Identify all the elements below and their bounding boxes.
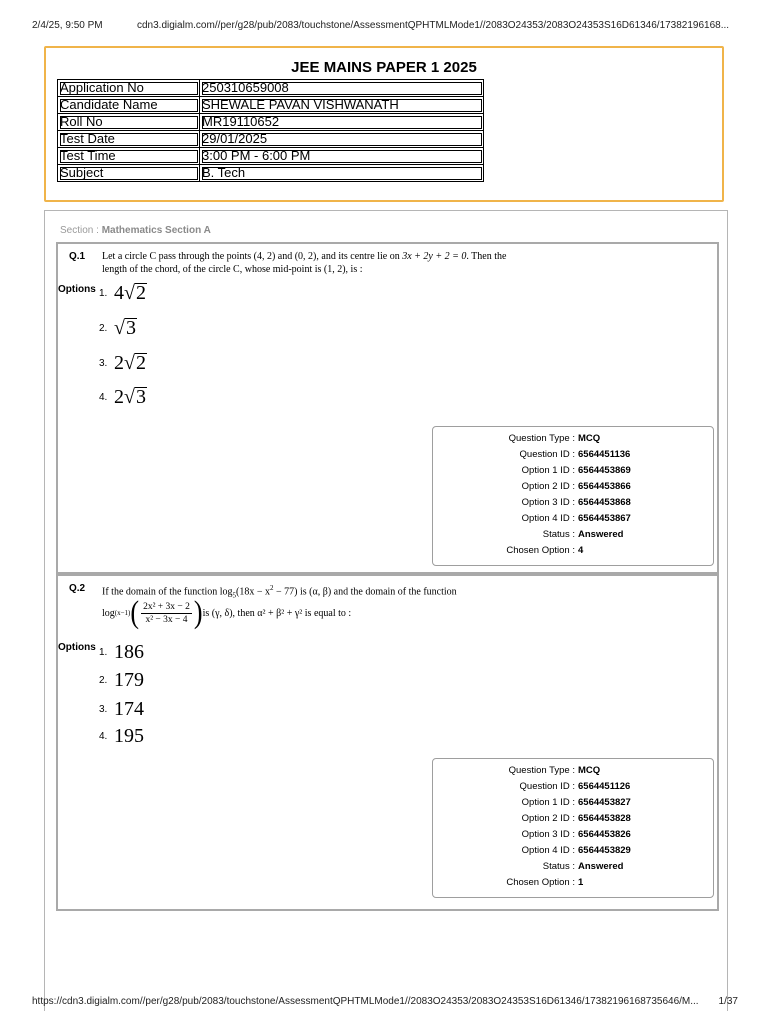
meta-label: Option 4 ID :	[521, 845, 575, 856]
option-number: 4.	[99, 731, 108, 742]
meta-label: Status :	[542, 529, 575, 540]
fraction-numerator: 2x² + 3x − 2	[143, 601, 190, 612]
meta-value: 6564453869	[578, 465, 631, 476]
page-number: 1/37	[718, 996, 738, 1007]
option-number: 4.	[99, 392, 108, 403]
question-text-part: is (γ, δ), then α² + β² + γ² is equal to :	[202, 607, 352, 619]
question-text-part: − 77)	[273, 586, 298, 598]
table-row	[58, 131, 484, 148]
options-label: Options	[58, 284, 96, 295]
question-card	[56, 242, 719, 574]
subject-label: Subject	[58, 165, 200, 182]
option-radicand: 3	[125, 317, 136, 339]
fraction-denominator: x² − 3x − 4	[145, 614, 188, 625]
meta-value: 6564453866	[578, 481, 631, 492]
meta-row	[433, 495, 713, 511]
option-value	[114, 386, 147, 409]
test-date-value: 29/01/2025	[200, 131, 484, 148]
question-text-part: Let a circle C pass through the points (4, 2) and (0, 2), and its centre lie on	[102, 251, 403, 262]
meta-row	[433, 875, 713, 891]
table-row	[58, 148, 484, 165]
question-meta-box	[432, 426, 714, 566]
sqrt-symbol: √3	[114, 317, 136, 339]
option-value: 174	[114, 698, 144, 720]
question-text	[102, 250, 542, 276]
meta-value: 1	[578, 877, 584, 888]
meta-row	[433, 479, 713, 495]
roll-no-value: MR19110652	[200, 114, 484, 131]
meta-value: Answered	[578, 861, 624, 872]
meta-value: MCQ	[578, 765, 601, 776]
meta-row	[433, 795, 713, 811]
option-radicand: 2	[135, 282, 146, 304]
meta-row	[433, 447, 713, 463]
meta-label: Option 2 ID :	[521, 481, 575, 492]
question-equation: 3x + 2y + 2 = 0	[402, 251, 467, 262]
test-date-label: Test Date	[58, 131, 200, 148]
candidate-info-panel	[44, 46, 724, 202]
option-value	[114, 317, 137, 340]
meta-label: Option 1 ID :	[521, 465, 575, 476]
meta-row	[433, 511, 713, 527]
option-number: 1.	[99, 647, 108, 658]
sqrt-symbol: √3	[124, 386, 146, 408]
meta-label: Question ID :	[519, 781, 575, 792]
meta-value: 6564451126	[578, 781, 631, 792]
question-text-part: If the domain of the function	[102, 586, 220, 598]
question-text-part: length of the chord, of the circle C, whose mid-point is (1, 2), is :	[102, 264, 363, 275]
meta-row	[433, 827, 713, 843]
paren-right: )	[193, 595, 203, 630]
question-text-line2	[102, 595, 352, 630]
table-row	[58, 165, 484, 182]
meta-label: Option 3 ID :	[521, 829, 575, 840]
print-footer	[0, 990, 768, 1024]
section-prefix: Section :	[60, 225, 99, 236]
print-timestamp: 2/4/25, 9:50 PM	[32, 20, 103, 31]
option-number: 3.	[99, 704, 108, 715]
meta-value: 6564453828	[578, 813, 631, 824]
option-number: 2.	[99, 323, 108, 334]
meta-value: 6564451136	[578, 449, 631, 460]
question-meta-box	[432, 758, 714, 898]
paper-title: JEE MAINS PAPER 1 2025	[291, 59, 477, 76]
option-value	[114, 282, 147, 305]
question-text-part: . Then the	[466, 251, 507, 262]
application-no-value: 250310659008	[200, 80, 484, 97]
sqrt-symbol: √2	[124, 352, 146, 374]
print-footer-url: https://cdn3.digialm.com//per/g28/pub/2083/touchstone/AssessmentQPHTMLMode1//2083O24353/2083O24353S16D61346/17382196168735646/M...	[32, 996, 699, 1007]
meta-label: Option 4 ID :	[521, 513, 575, 524]
question-text-part: 2	[270, 584, 274, 592]
question-paper-panel[interactable]	[44, 210, 728, 1011]
roll-no-label: Roll No	[58, 114, 200, 131]
meta-row	[433, 527, 713, 543]
meta-row	[433, 543, 713, 559]
meta-label: Option 3 ID :	[521, 497, 575, 508]
question-card	[56, 574, 719, 911]
meta-value: 4	[578, 545, 584, 556]
meta-value: MCQ	[578, 433, 601, 444]
meta-row	[433, 843, 713, 859]
option-number: 3.	[99, 358, 108, 369]
candidate-info-table	[57, 79, 484, 182]
meta-value: 6564453826	[578, 829, 631, 840]
meta-label: Question ID :	[519, 449, 575, 460]
print-url: cdn3.digialm.com//per/g28/pub/2083/touchstone/AssessmentQPHTMLMode1//2083O24353/2083O24353S16D61346/17382196168...	[137, 20, 730, 31]
meta-label: Chosen Option :	[506, 877, 575, 888]
table-row	[58, 114, 484, 131]
option-radicand: 3	[135, 386, 146, 408]
fraction	[141, 601, 192, 626]
question-text-part: log	[102, 607, 115, 619]
meta-value: 6564453867	[578, 513, 631, 524]
question-text-part: is (α, β) and the domain of the function	[297, 586, 457, 598]
print-header	[0, 0, 768, 40]
table-row	[58, 80, 484, 97]
option-coefficient: 2	[114, 352, 124, 374]
meta-label: Option 1 ID :	[521, 797, 575, 808]
option-number: 1.	[99, 288, 108, 299]
meta-row	[433, 811, 713, 827]
section-label	[60, 225, 211, 236]
application-no-label: Application No	[58, 80, 200, 97]
option-number: 2.	[99, 675, 108, 686]
test-time-value: 3:00 PM - 6:00 PM	[200, 148, 484, 165]
meta-value: Answered	[578, 529, 624, 540]
candidate-name-value: SHEWALE PAVAN VISHWANATH	[200, 97, 484, 114]
question-number: Q.2	[69, 583, 86, 594]
option-coefficient: 4	[114, 282, 124, 304]
section-name: Mathematics Section A	[101, 225, 211, 236]
option-value: 179	[114, 669, 144, 691]
meta-row	[433, 763, 713, 779]
subject-value: B. Tech	[200, 165, 484, 182]
meta-label: Question Type :	[508, 433, 575, 444]
question-text-part: 5	[232, 591, 237, 600]
options-label: Options	[58, 642, 96, 653]
meta-value: 6564453868	[578, 497, 631, 508]
meta-label: Status :	[542, 861, 575, 872]
table-row	[58, 97, 484, 114]
question-text-part: (18x − x	[236, 586, 271, 598]
test-time-label: Test Time	[58, 148, 200, 165]
meta-value: 6564453827	[578, 797, 631, 808]
sqrt-symbol: √2	[124, 282, 146, 304]
meta-label: Chosen Option :	[506, 545, 575, 556]
question-text-part: log	[219, 586, 233, 598]
meta-row	[433, 779, 713, 795]
meta-value: 6564453829	[578, 845, 631, 856]
option-value: 186	[114, 641, 144, 663]
meta-row	[433, 859, 713, 875]
meta-label: Option 2 ID :	[521, 813, 575, 824]
option-radicand: 2	[135, 352, 146, 374]
question-number: Q.1	[69, 251, 86, 262]
paren-left: (	[130, 595, 140, 630]
meta-row	[433, 431, 713, 447]
candidate-name-label: Candidate Name	[58, 97, 200, 114]
option-coefficient: 2	[114, 386, 124, 408]
meta-label: Question Type :	[508, 765, 575, 776]
option-value	[114, 352, 147, 375]
question-text-part: (x−1)	[114, 609, 131, 617]
option-value: 195	[114, 725, 144, 747]
meta-row	[433, 463, 713, 479]
